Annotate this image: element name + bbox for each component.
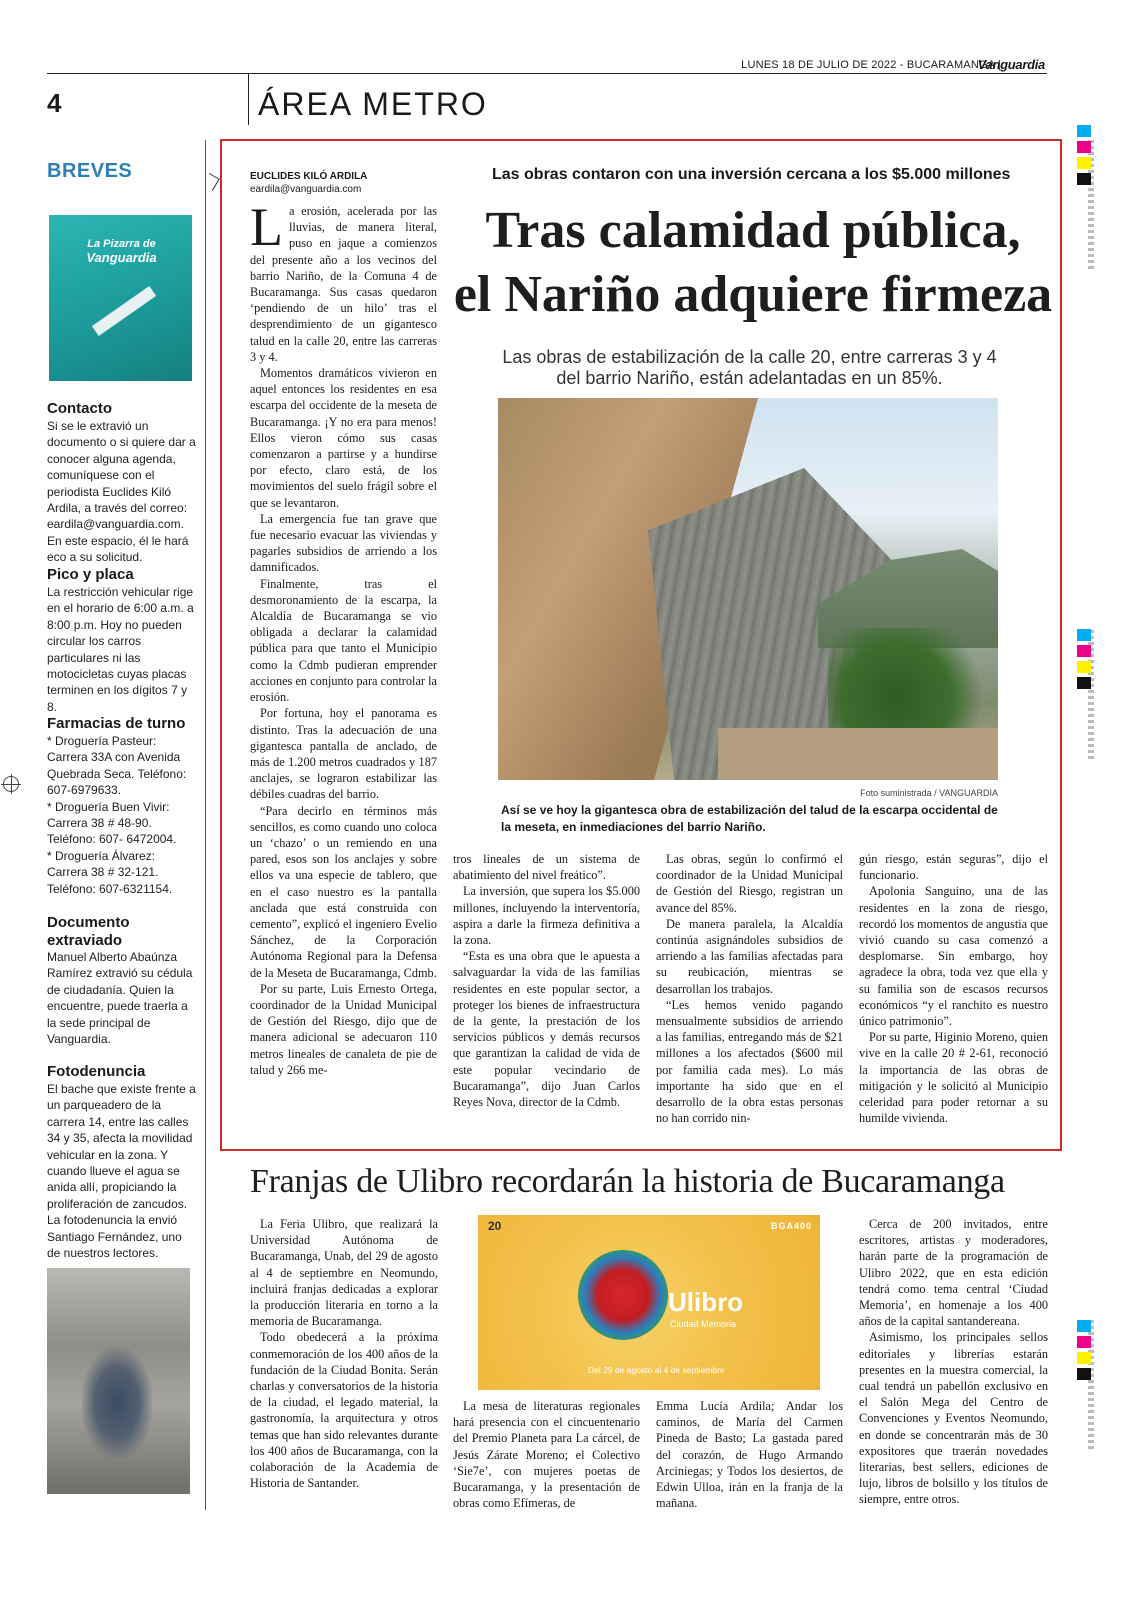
main-col1-p6: Por su parte, Luis Ernesto Ortega, coordinador de la Unidad Municipal de Gestión del Riesgo, dijo que de manera adicional se adecuaron 110 metros lineales de canaleta de pie de talud y 266 me- [250,981,437,1077]
brief-heading-fotodenuncia: Fotodenuncia [47,1063,146,1080]
color-bar-black-3 [1077,1368,1091,1380]
main-col3-p2: “Les hemos venido pagando mensualmente subsidios de arriendo a las familias, entregando más de $21 millones a los afectados ($600 mil por familia cada mes). Lo más importante ha sido que en el desarrollo de la obra estas personas no han corrido nin- [656,997,843,1126]
color-bar-black-2 [1077,677,1091,689]
color-bar-magenta-3 [1077,1336,1091,1348]
photo-caption: Así se ve hoy la gigantesca obra de estabilización del talud de la escarpa occidental de la meseta, en inmediaciones del barrio Nariño. [501,803,998,834]
brief-text-contacto: Si se le extravió un documento o si quiere dar a conocer alguna agenda, comuníquese con el periodista Euclides Kiló Ardila, a través del correo: eardila@vanguardia.com. En este espacio, él le hará eco a su solicitud. [47,419,196,565]
poster-dates: Del 29 de agosto al 4 de septiembre [588,1365,725,1375]
brief-text-documento: Manuel Alberto Abaúnza Ramírez extravió su cédula de ciudadanía. Quien la encuentre, puede traerla a la sede principal de Vanguardia. [47,950,193,1047]
top-rule [47,73,1047,74]
second-col-3 [656,1398,843,1511]
color-bar-black [1077,173,1091,185]
brief-heading-documento: Documento extraviado [47,914,130,949]
main-col4-p2: Por su parte, Higinio Moreno, quien vive en la calle 20 # 2-61, reconoció la importancia de las obras de mitigación y le solicitó al Municipio celeridad para poder retornar a su humilde vivienda. [859,1030,1048,1126]
pizarra-banner-title [79,238,164,264]
second-col4-p1: Asimismo, los principales sellos editoriales y librerías estarán presentes en la muestra comercial, la cual tendrá un pabellón exclusivo en el Salón Mega del Centro de Convenciones y Eventos Neomundo, en donde se concentrarán más de 30 expositores que traerán novedades literarias, best sellers, ediciones de lujo, libros de bolsillo y los títulos de siempre, entre otros. [859,1330,1048,1507]
author-email: eardila@vanguardia.com [250,184,362,195]
fotodenuncia-photo [47,1268,190,1494]
poster-number: 20 [488,1219,502,1233]
sidebar-title: BREVES [47,160,133,182]
main-col4-p0: gún riesgo, están seguras”, dijo el funcionario. [859,852,1048,883]
second-col1-p1: Todo obedecerá a la próxima conmemoración de los 400 años de la fundación de la Ciudad Bonita. Serán charlas y conversatorios de la historia de la ciudad, el legado material, la gastronomía, la arquitectura y otros temas que han sido relevantes durante los 400 años de Bucaramanga, con la colaboración de la Academia de Historia de Santander. [250,1330,438,1491]
main-col2-p0: tros lineales de un sistema de abatimiento del nivel freático”. [453,852,640,883]
page-number: 4 [47,88,62,118]
main-col2-p1: La inversión, que supera los $5.000 millones, incluyendo la interventoría, aspira a darle la firmeza definitiva a la zona. [453,884,640,948]
main-col1-p2: La emergencia fue tan grave que fue necesario evacuar las viviendas y pagarles subsidios de arriendo a los damnificados. [250,511,437,575]
photo-ground [718,728,998,780]
brand-logo: Vanguardia [977,57,1045,72]
second-col4-p0: Cerca de 200 invitados, entre escritores, artistas y moderadores, harán parte de la programación de Ulibro 2022, que en esta edición tendrá como tema central ‘Ciudad Memoria’, en homenaje a los 400 años de la capital santandereana. [859,1217,1048,1329]
dateline: LUNES 18 DE JULIO DE 2022 - BUCARAMANGA | [741,59,1001,71]
main-col1-p1: Momentos dramáticos vivieron en aquel entonces los residentes en esa escarpa del occidente de la meseta de Bucaramanga. ¡Y no era para menos! Ellos vieron cómo sus casas comenzaron a partirse y a hundirse por efecto, claro está, de los movimientos del suelo frágil sobre el que se levantaron. [250,366,437,510]
main-col1-p4: Por fortuna, hoy el panorama es distinto. Tras la adecuación de una gigantesca pantalla de anclado, de más de 1.200 metros cuadrados y 187 anclajes, se lograron estabilizar las débiles cuadras del barrio. [250,706,437,802]
ulibro-poster [478,1215,820,1390]
poster-title: Ulibro [668,1287,744,1317]
color-bar-cyan-3 [1077,1320,1091,1332]
flower-emblem-icon [578,1250,668,1340]
brief-text-farmacias: * Droguería Pasteur: Carrera 33A con Avenida Quebrada Seca. Teléfono: 607-6979633. * Droguería Buen Vivir: Carrera 38 # 48-90. Teléfono: 607- 6472004. * Droguería Álvarez: Carrera 38 # 32-121. Teléfono: 607-6321154. [47,734,187,896]
main-col-4 [859,851,1048,1126]
registration-mark-icon [3,776,19,792]
color-bar-yellow [1077,157,1091,169]
headline [453,199,1053,327]
photo-credit: Foto suministrada / VANGUARDIA [860,788,998,798]
main-col1-p3: Finalmente, tras el desmoronamiento de la escarpa, la Alcaldía de Bucaramanga se vio obligada a declarar la calamidad pública para que tanto el Municipio como la Cdmb pudieran emprender acciones en conjunto para controlar la erosión. [250,576,437,705]
brief-text-fotodenuncia: El bache que existe frente a un parqueadero de la carrera 14, entre las calles 34 y 35, afecta la movilidad vehicular en la zona. Y cuando llueve el agua se anida allí, propiciando la proliferación de zancudos. La fotodenuncia la envió Santiago Fernández, uno de nuestros lectores. [47,1082,196,1261]
headline-line1: Tras calamidad pública, [485,202,1021,259]
main-photo [498,398,998,780]
section-divider [248,73,249,125]
second-col-2 [453,1398,640,1511]
author-name: EUCLIDES KILÓ ARDILA [250,171,368,182]
second-col-4 [859,1216,1048,1508]
pizarra-line1: La Pizarra de [87,238,156,250]
second-col2-p0: La mesa de literaturas regionales hará presencia con el cincuentenario del Premio Planeta para La cárcel, de Jesús Zárate Moreno; el Colectivo ‘Sie7e’, con mujeres poetas de Bucaramanga, y la presentación de obras como Efímeras, de [453,1399,640,1511]
sidebar-rule [205,140,206,1510]
color-bar-magenta [1077,141,1091,153]
main-col-1 [250,197,437,1078]
brief-text-pico-placa: La restricción vehicular rige en el horario de 6:00 a.m. a 8:00 p.m. Hoy no pueden circular los carros particulares ni las motocicletas cuyas placas terminen en los dígitos 7 y 8. [47,585,194,714]
main-col2-p2: “Esta es una obra que le apuesta a salvaguardar la vida de las familias residentes en este popular sector, a proteger los bienes de infraestructura de la gente, la prestación de los servicios públicos y demás recursos que garantizan la calidad de vida de este popular vecindario de Bucaramanga”, dijo Juan Carlos Reyes Nova, director de la Cdmb. [453,949,640,1110]
color-bar-yellow-2 [1077,661,1091,673]
main-col1-p5: “Para decirlo en términos más sencillos, es como cuando uno coloca un ‘chazo’ o un remiendo en una pared, esos son los anclajes y sobre ellos va una especie de tablero, que en el caso nuestro es la pantalla anclada que está construida con cemento”, explicó el ingeniero Evelio Sánchez, de la Corporación Autónoma Regional para la Defensa de la Meseta de Bucaramanga, Cdmb. [250,803,437,980]
poster-tag: BGA400 [770,1221,812,1231]
color-bar-cyan-2 [1077,629,1091,641]
second-col1-p0: La Feria Ulibro, que realizará la Universidad Autónoma de Bucaramanga, Unab, del 29 de agosto al 4 de septiembre en Neomundo, incluirá franjas dedicadas a explorar la producción literaria en torno a la memoria de Bucaramanga. [250,1217,438,1329]
color-bar-cyan [1077,125,1091,137]
dropcap: L [250,197,283,257]
poster-subtitle: Ciudad Memoria [670,1319,737,1329]
color-bar-yellow-3 [1077,1352,1091,1364]
main-col1-p0-text: a erosión, acelerada por las lluvias, de manera literal, puso en jaque a comienzos del presente año a los vecinos del barrio Nariño, de la Comuna 4 de Bucaramanga. Sus casas quedaron ‘pendiendo de un hilo’ tras el desprendimiento de un gigantesco talud en la calle 20, entre las carreras 3 y 4. [250,204,437,364]
pizarra-banner [49,215,192,381]
brief-heading-contacto: Contacto [47,400,112,417]
kicker: Las obras contaron con una inversión cercana a los $5.000 millones [492,166,1011,183]
main-col1-p0 [250,197,437,365]
main-col4-p1: Apolonia Sanguino, una de las residentes en la zona de riesgo, recordó los momentos de angustia que vivió cuando su casa comenzó a desplomarse. Sin embargo, hoy agradece la obra, toda vez que ella y su familia son de escasos recursos económicos “y el ranchito es nuestro único patrimonio”. [859,884,1048,1029]
brief-heading-pico-placa: Pico y placa [47,566,134,583]
main-col3-p1: De manera paralela, la Alcaldía continúa asignándoles subsidios de arriendo a las familias afectadas para su reubicación, mientras se desarrollan los trabajos. [656,916,843,996]
section-title: ÁREA METRO [258,86,488,122]
pothole-puddle [82,1348,152,1458]
brief-heading-farmacias: Farmacias de turno [47,715,186,732]
second-col3-p0: Emma Lucía Ardila; Andar los caminos, de María del Carmen Pineda de Basto; La gastada pared del corazón, de Hugo Armando Arciniegas; y Todos los desiertos, de Edwin Ulloa, irán en la franja de la mañana. [656,1399,843,1511]
pizarra-line2: Vanguardia [86,250,157,265]
main-col3-p0: Las obras, según lo confirmó el coordinador de la Unidad Municipal de Gestión del Riesgo, registran un avance del 85%. [656,852,843,915]
main-col-2 [453,851,640,1110]
chalk-icon [92,286,156,336]
second-headline: Franjas de Ulibro recordarán la historia de Bucaramanga [250,1163,1005,1200]
deck: Las obras de estabilización de la calle 20, entre carreras 3 y 4 del barrio Nariño, están adelantadas en un 85%. [502,347,997,388]
second-col-1 [250,1216,438,1491]
headline-line2: el Nariño adquiere firmeza [453,266,1053,323]
color-bar-magenta-2 [1077,645,1091,657]
main-col-3 [656,851,843,1126]
